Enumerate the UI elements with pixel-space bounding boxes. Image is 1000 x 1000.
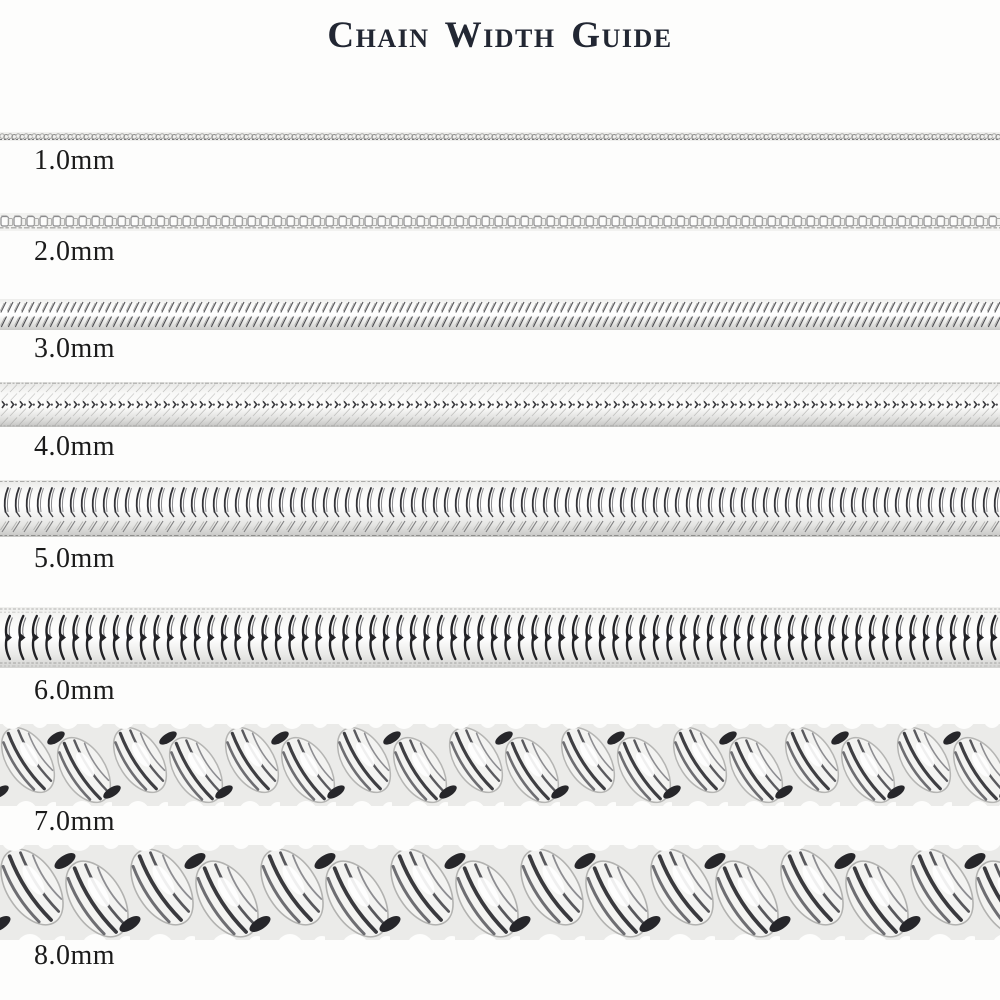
size-label-7mm: 7.0mm — [34, 806, 116, 837]
box-chain-2mm-image — [0, 213, 1000, 231]
size-label-4mm: 4.0mm — [34, 431, 116, 462]
size-label-5mm: 5.0mm — [34, 543, 116, 574]
snake-chain-6mm-image — [0, 607, 1000, 668]
page-title: Chain Width Guide — [327, 15, 673, 56]
size-label-8mm: 8.0mm — [34, 940, 116, 971]
cable-chain-1mm-image — [0, 132, 1000, 141]
snake-chain-4mm-image — [0, 382, 1000, 427]
size-label-3mm: 3.0mm — [34, 333, 116, 364]
rope-chain-7mm-image — [0, 724, 1000, 806]
rope-chain-8mm-image — [0, 845, 1000, 940]
snake-chain-3mm-image — [0, 299, 1000, 330]
size-label-6mm: 6.0mm — [34, 675, 116, 706]
snake-chain-5mm-image — [0, 480, 1000, 537]
size-label-2mm: 2.0mm — [34, 236, 116, 267]
size-label-1mm: 1.0mm — [34, 145, 116, 176]
